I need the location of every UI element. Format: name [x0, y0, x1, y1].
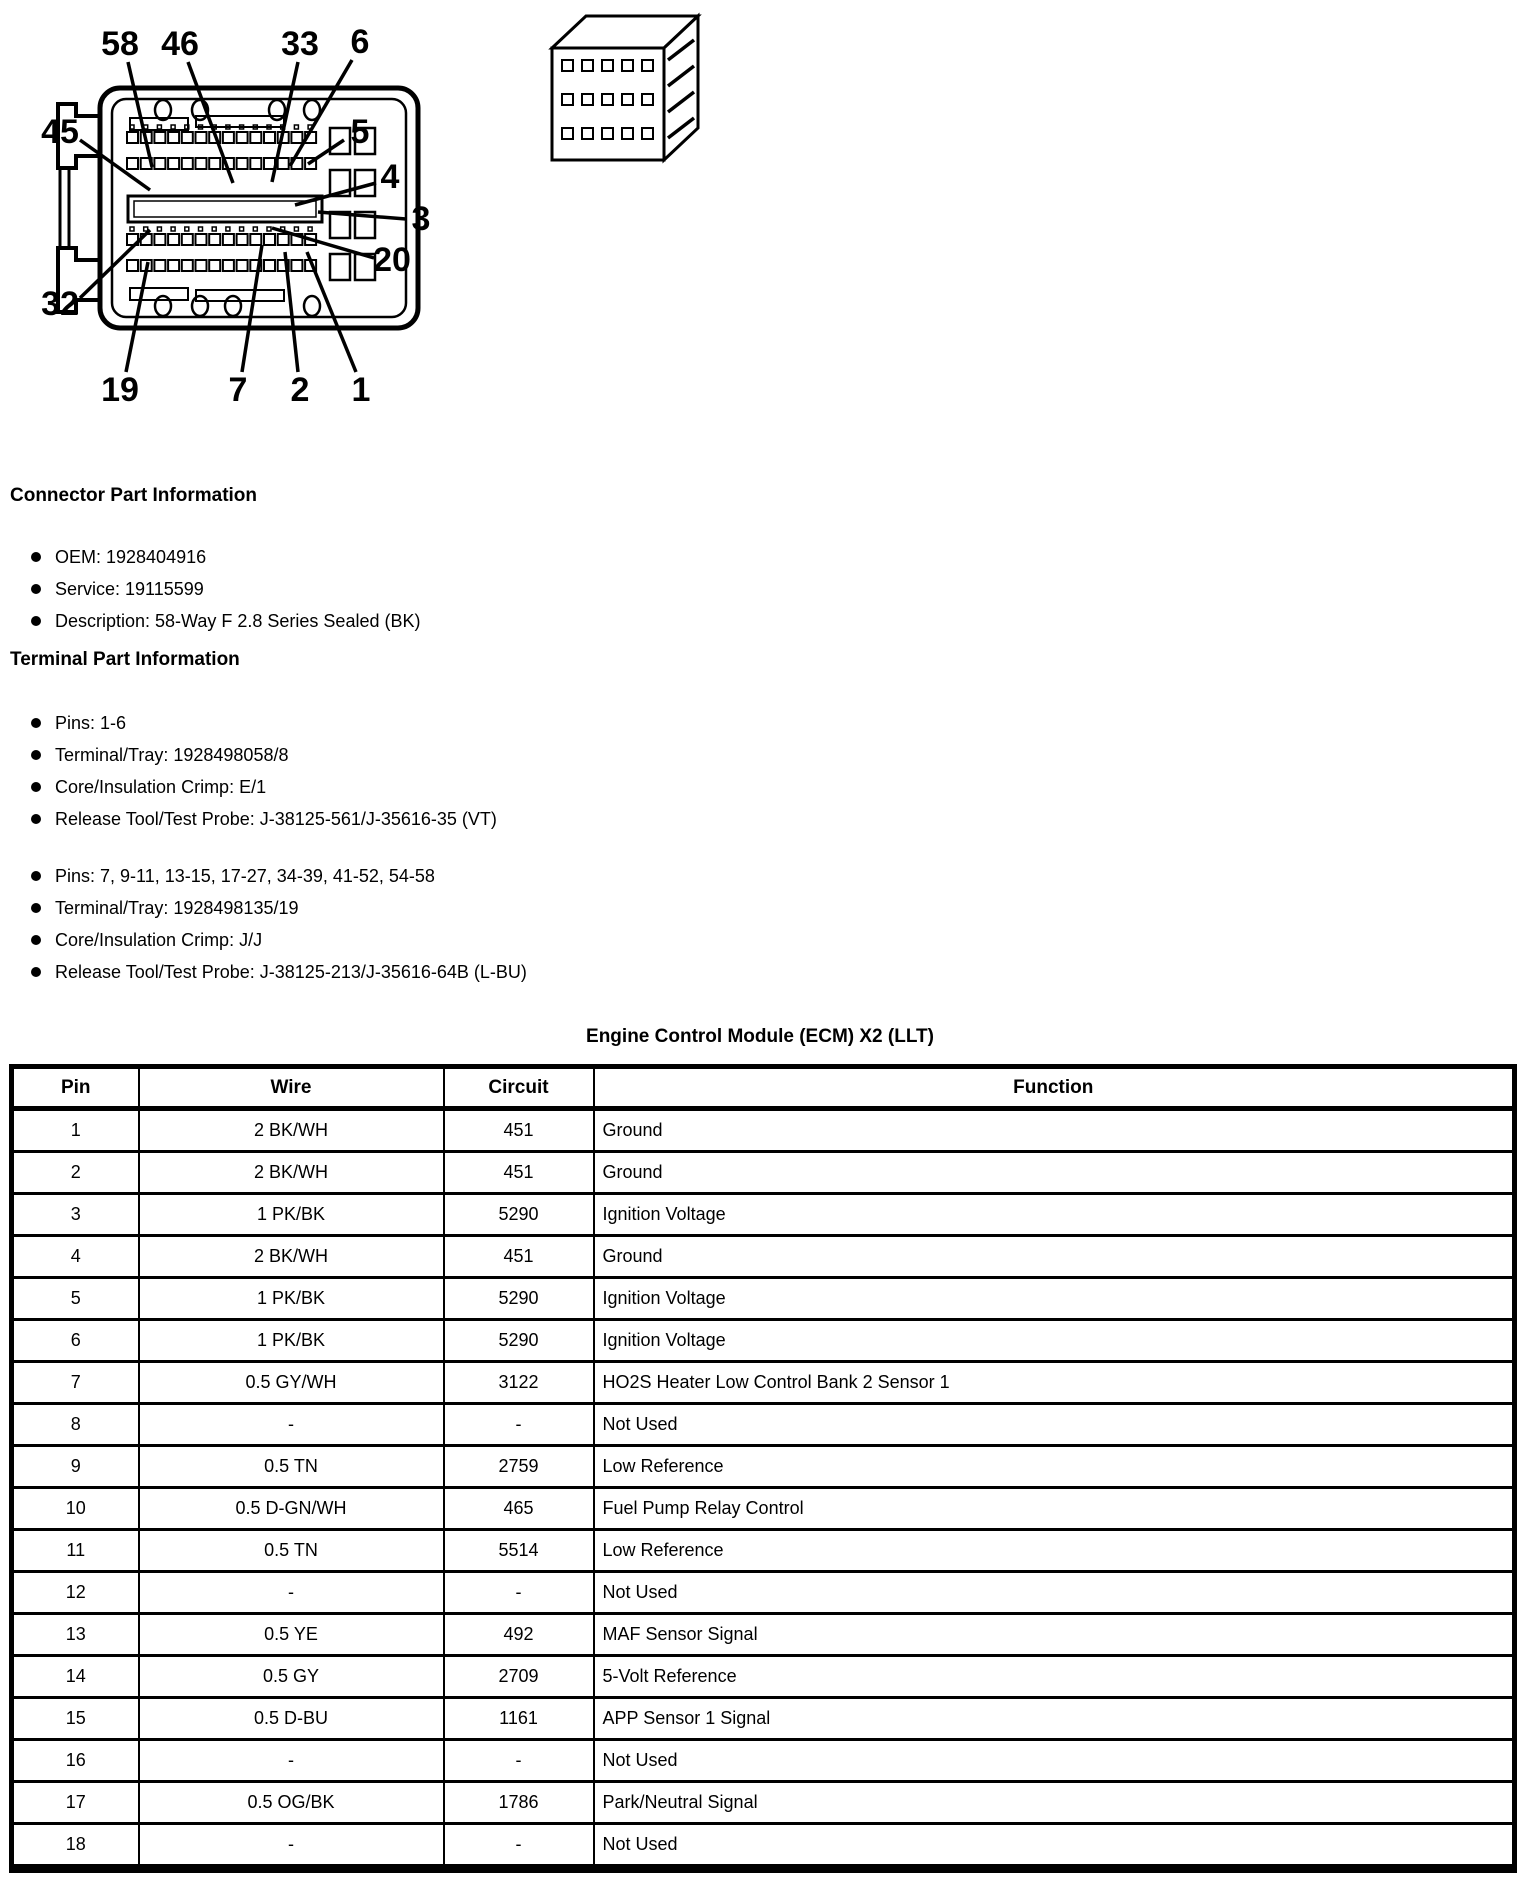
column-header-pin: Pin: [12, 1067, 139, 1109]
bullet-item: [0, 803, 1520, 835]
bullet-text: Service: 19115599: [55, 579, 204, 599]
cell-wire: 2 BK/WH: [139, 1152, 444, 1194]
cell-wire: 0.5 OG/BK: [139, 1782, 444, 1824]
cell-wire: 0.5 TN: [139, 1446, 444, 1488]
cell-circuit: 5290: [444, 1320, 594, 1362]
cell-wire: 2 BK/WH: [139, 1236, 444, 1278]
table-row: [12, 1278, 1515, 1320]
cell-function: HO2S Heater Low Control Bank 2 Sensor 1: [594, 1362, 1515, 1404]
cell-function: Low Reference: [594, 1530, 1515, 1572]
callout-6: 6: [350, 23, 370, 61]
table-row: [12, 1782, 1515, 1824]
cell-function: MAF Sensor Signal: [594, 1614, 1515, 1656]
cell-function: Fuel Pump Relay Control: [594, 1488, 1515, 1530]
cell-circuit: 1786: [444, 1782, 594, 1824]
callout-32: 32: [41, 285, 79, 323]
connector-diagram: [0, 0, 1520, 430]
callout-2: 2: [290, 371, 310, 409]
cell-function: Ground: [594, 1236, 1515, 1278]
table-title: Engine Control Module (ECM) X2 (LLT): [586, 1026, 934, 1047]
callout-1: 1: [351, 371, 371, 409]
callout-45: 45: [41, 113, 79, 151]
table-row: [12, 1404, 1515, 1446]
cell-wire: 1 PK/BK: [139, 1278, 444, 1320]
bullet-text: Description: 58-Way F 2.8 Series Sealed (BK): [55, 611, 421, 631]
table-row: [12, 1656, 1515, 1698]
cell-function: Low Reference: [594, 1446, 1515, 1488]
terminal-part-info-heading: Terminal Part Information: [10, 649, 240, 670]
cell-pin: 16: [12, 1740, 139, 1782]
cell-wire: 0.5 GY: [139, 1656, 444, 1698]
table-row: [12, 1614, 1515, 1656]
cell-circuit: 5290: [444, 1278, 594, 1320]
bullet-item: [0, 956, 1520, 988]
cell-circuit: -: [444, 1740, 594, 1782]
cell-pin: 17: [12, 1782, 139, 1824]
cell-function: Ignition Voltage: [594, 1320, 1515, 1362]
cell-pin: 13: [12, 1614, 139, 1656]
cell-circuit: 5290: [444, 1194, 594, 1236]
cell-circuit: 2709: [444, 1656, 594, 1698]
cell-function: Park/Neutral Signal: [594, 1782, 1515, 1824]
callout-19: 19: [101, 371, 139, 409]
cell-pin: 2: [12, 1152, 139, 1194]
cell-circuit: 1161: [444, 1698, 594, 1740]
cell-pin: 9: [12, 1446, 139, 1488]
table-row: [12, 1152, 1515, 1194]
bullet-item: [0, 860, 1520, 892]
table-row: [12, 1530, 1515, 1572]
bullet-text: Pins: 1-6: [55, 713, 127, 733]
cell-pin: 6: [12, 1320, 139, 1362]
table-row: [12, 1109, 1515, 1152]
callout-20: 20: [373, 241, 411, 279]
cell-pin: 10: [12, 1488, 139, 1530]
callout-46: 46: [161, 25, 199, 63]
cell-pin: 1: [12, 1109, 139, 1152]
cell-wire: 1 PK/BK: [139, 1320, 444, 1362]
bullet-text: Release Tool/Test Probe: J-38125-561/J-35616-35 (VT): [55, 809, 497, 829]
cell-wire: 1 PK/BK: [139, 1194, 444, 1236]
table-header-row: [12, 1067, 1515, 1109]
cell-wire: 2 BK/WH: [139, 1109, 444, 1152]
cell-wire: -: [139, 1404, 444, 1446]
cell-function: Ignition Voltage: [594, 1278, 1515, 1320]
cell-wire: -: [139, 1740, 444, 1782]
cell-circuit: 5514: [444, 1530, 594, 1572]
cell-function: Ground: [594, 1152, 1515, 1194]
cell-circuit: 451: [444, 1109, 594, 1152]
bullet-text: Core/Insulation Crimp: E/1: [55, 777, 267, 797]
cell-function: APP Sensor 1 Signal: [594, 1698, 1515, 1740]
cell-wire: 0.5 D-BU: [139, 1698, 444, 1740]
cell-circuit: -: [444, 1404, 594, 1446]
bullet-text: Release Tool/Test Probe: J-38125-213/J-35616-64B (L-BU): [55, 962, 527, 982]
bullet-item: [0, 707, 1520, 739]
table-row: [12, 1740, 1515, 1782]
cell-pin: 14: [12, 1656, 139, 1698]
ecm-pinout-table: [9, 1064, 1517, 1873]
cell-function: Ground: [594, 1109, 1515, 1152]
cell-function: Not Used: [594, 1824, 1515, 1869]
bullet-item: [0, 605, 1520, 637]
cell-pin: 4: [12, 1236, 139, 1278]
cell-circuit: 492: [444, 1614, 594, 1656]
column-header-circuit: Circuit: [444, 1067, 594, 1109]
bullet-item: [0, 541, 1520, 573]
cell-wire: 0.5 GY/WH: [139, 1362, 444, 1404]
callout-7: 7: [228, 371, 248, 409]
cell-wire: -: [139, 1572, 444, 1614]
column-header-function: Function: [594, 1067, 1515, 1109]
cell-function: Ignition Voltage: [594, 1194, 1515, 1236]
bullet-item: [0, 739, 1520, 771]
cell-function: Not Used: [594, 1572, 1515, 1614]
table-row: [12, 1194, 1515, 1236]
cell-wire: -: [139, 1824, 444, 1869]
cell-circuit: 451: [444, 1236, 594, 1278]
table-body: [12, 1109, 1515, 1869]
terminal-info-group-1: [0, 707, 1520, 835]
cell-wire: 0.5 D-GN/WH: [139, 1488, 444, 1530]
table-row: [12, 1446, 1515, 1488]
cell-wire: 0.5 YE: [139, 1614, 444, 1656]
connector-3d-inset: [552, 16, 698, 160]
table-row: [12, 1572, 1515, 1614]
connector-part-info-heading: Connector Part Information: [10, 485, 258, 506]
callout-5: 5: [350, 113, 370, 151]
cell-circuit: -: [444, 1572, 594, 1614]
bullet-text: Terminal/Tray: 1928498135/19: [55, 898, 299, 918]
cell-pin: 15: [12, 1698, 139, 1740]
cell-circuit: 2759: [444, 1446, 594, 1488]
bullet-text: Terminal/Tray: 1928498058/8: [55, 745, 289, 765]
cell-circuit: 3122: [444, 1362, 594, 1404]
cell-function: Not Used: [594, 1404, 1515, 1446]
table-row: [12, 1362, 1515, 1404]
terminal-info-group-2: [0, 860, 1520, 988]
cell-pin: 5: [12, 1278, 139, 1320]
table-row: [12, 1236, 1515, 1278]
column-header-wire: Wire: [139, 1067, 444, 1109]
cell-circuit: 465: [444, 1488, 594, 1530]
cell-pin: 11: [12, 1530, 139, 1572]
cell-pin: 8: [12, 1404, 139, 1446]
cell-circuit: 451: [444, 1152, 594, 1194]
callout-3: 3: [411, 200, 431, 238]
cell-pin: 7: [12, 1362, 139, 1404]
bullet-item: [0, 924, 1520, 956]
cell-pin: 12: [12, 1572, 139, 1614]
cell-circuit: -: [444, 1824, 594, 1869]
callout-33: 33: [281, 25, 319, 63]
cell-function: Not Used: [594, 1740, 1515, 1782]
callout-4: 4: [380, 158, 400, 196]
table-row: [12, 1320, 1515, 1362]
bullet-item: [0, 892, 1520, 924]
cell-pin: 3: [12, 1194, 139, 1236]
bullet-item: [0, 771, 1520, 803]
bullet-text: Core/Insulation Crimp: J/J: [55, 930, 263, 950]
bullet-text: OEM: 1928404916: [55, 547, 207, 567]
cell-wire: 0.5 TN: [139, 1530, 444, 1572]
connector-diagram-svg: [0, 0, 760, 430]
callout-58: 58: [101, 25, 139, 63]
bullet-text: Pins: 7, 9-11, 13-15, 17-27, 34-39, 41-52, 54-58: [55, 866, 435, 886]
table-row: [12, 1488, 1515, 1530]
connector-part-info-list: [0, 541, 1520, 637]
table-row: [12, 1824, 1515, 1869]
bullet-item: [0, 573, 1520, 605]
cell-function: 5-Volt Reference: [594, 1656, 1515, 1698]
table-row: [12, 1698, 1515, 1740]
cell-pin: 18: [12, 1824, 139, 1869]
